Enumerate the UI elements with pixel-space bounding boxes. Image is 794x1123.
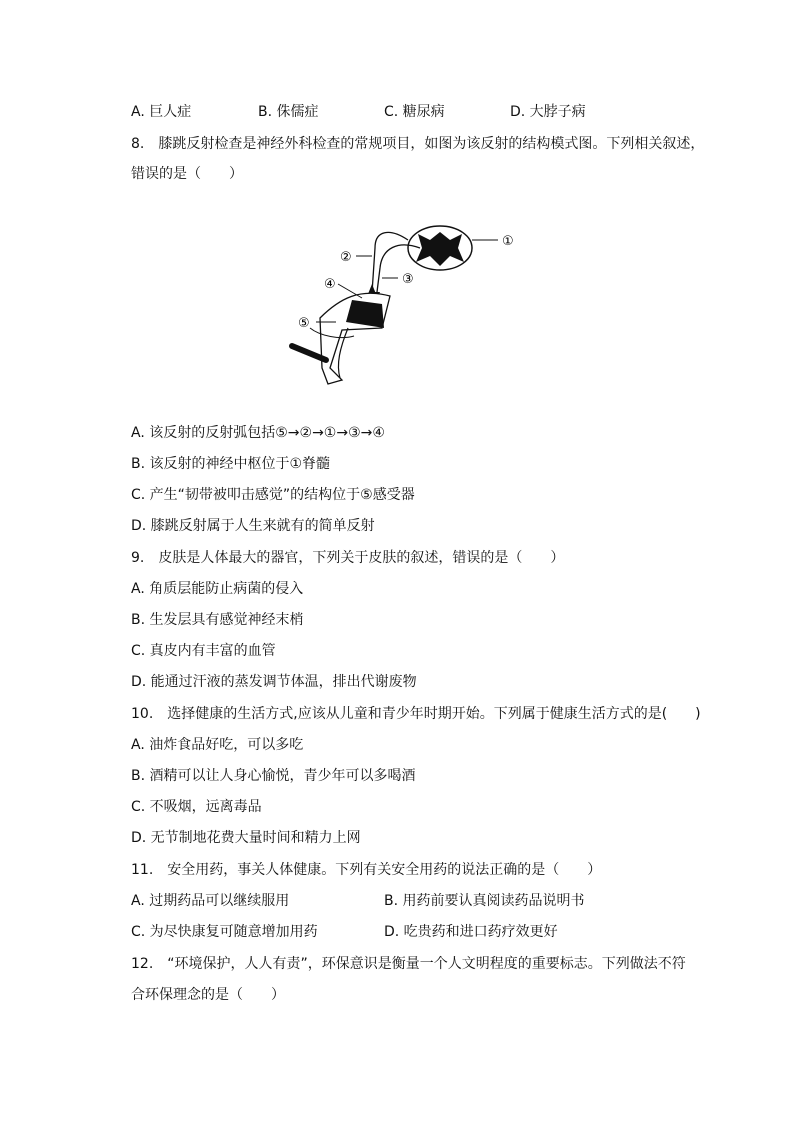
q8-option-d: D. 膝跳反射属于人生来就有的简单反射 — [131, 518, 375, 534]
q11-stem: 11. 安全用药，事关人体健康。下列有关安全用药的说法正确的是（ ） — [131, 862, 602, 878]
q8-stem-line2: 错误的是（ ） — [131, 166, 243, 182]
q11-option-b: B. 用药前要认真阅读药品说明书 — [384, 893, 585, 909]
leader-4 — [338, 284, 362, 298]
q7-option-c: C. 糖尿病 — [384, 104, 445, 120]
q8-option-a: A. 该反射的反射弧包括⑤→②→①→③→④ — [131, 425, 385, 441]
q10-stem: 10. 选择健康的生活方式,应该从儿童和青少年时期开始。下列属于健康生活方式的是( ) — [131, 706, 701, 722]
q8-option-c: C. 产生“韧带被叩击感觉”的结构位于⑤感受器 — [131, 487, 415, 503]
q11-option-d: D. 吃贵药和进口药疗效更好 — [384, 924, 558, 940]
q11-option-c: C. 为尽快康复可随意增加用药 — [131, 924, 318, 940]
q12-stem-line1: 12. “环境保护，人人有责”，环保意识是衡量一个人文明程度的重要标志。下列做法不符 — [131, 956, 686, 972]
q7-option-b: B. 侏儒症 — [258, 104, 319, 120]
q7-option-d: D. 大脖子病 — [510, 104, 586, 120]
q9-stem: 9. 皮肤是人体最大的器官，下列关于皮肤的叙述，错误的是（ ） — [131, 550, 565, 566]
q9-option-a: A. 角质层能防止病菌的侵入 — [131, 581, 304, 597]
label-4: ④ — [324, 277, 336, 292]
label-2: ② — [340, 250, 352, 265]
q12-stem-line2: 合环保理念的是（ ） — [131, 987, 285, 1003]
q10-option-a: A. 油炸食品好吃，可以多吃 — [131, 737, 304, 753]
q8-stem-line1: 8. 膝跳反射检查是神经外科检查的常规项目，如图为该反射的结构模式图。下列相关叙述， — [131, 136, 705, 152]
q9-option-b: B. 生发层具有感觉神经末梢 — [131, 612, 304, 628]
q11-option-a: A. 过期药品可以继续服用 — [131, 893, 290, 909]
q8-option-b: B. 该反射的神经中枢位于①脊髓 — [131, 456, 331, 472]
q9-option-c: C. 真皮内有丰富的血管 — [131, 643, 276, 659]
q7-option-a: A. 巨人症 — [131, 104, 192, 120]
q10-option-d: D. 无节制地花费大量时间和精力上网 — [131, 830, 361, 846]
label-5: ⑤ — [298, 316, 310, 331]
label-3: ③ — [402, 272, 414, 287]
label-1: ① — [502, 234, 514, 249]
knee-jerk-reflex-diagram — [280, 218, 520, 388]
q9-option-d: D. 能通过汗液的蒸发调节体温，排出代谢废物 — [131, 674, 417, 690]
q10-option-b: B. 酒精可以让人身心愉悦，青少年可以多喝酒 — [131, 768, 416, 784]
q10-option-c: C. 不吸烟，远离毒品 — [131, 799, 262, 815]
